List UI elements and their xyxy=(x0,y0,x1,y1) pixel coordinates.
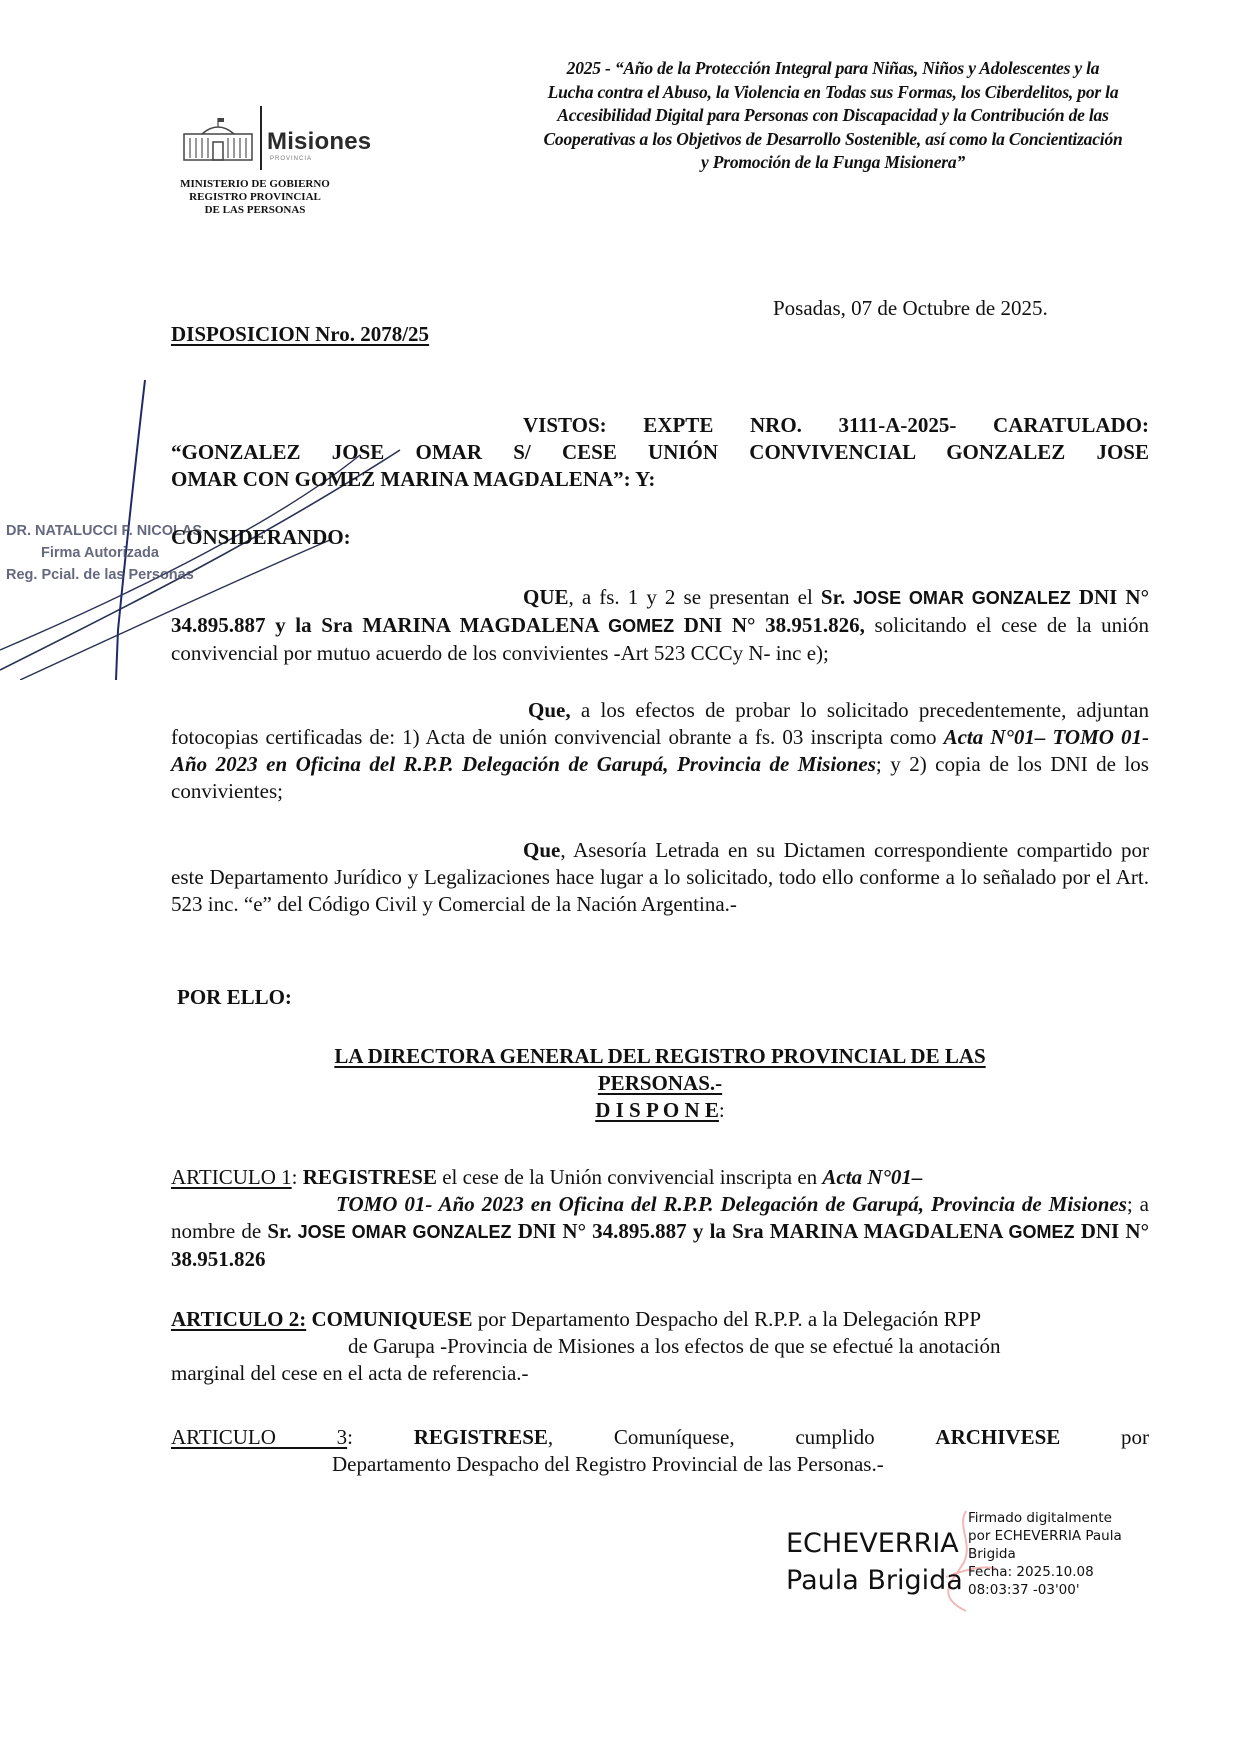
directora-line: PERSONAS.- xyxy=(597,1071,723,1095)
date-line: Posadas, 07 de Octubre de 2025. xyxy=(773,296,1048,320)
dni-text: DNI N° 34.895.887 y la Sra MARINA MAGDALENA xyxy=(511,1219,1009,1243)
article-verb: COMUNIQUESE xyxy=(306,1307,473,1331)
motto-line: y Promoción de la Funga Misionera” xyxy=(701,152,965,172)
stamp-line: Reg. Pcial. de las Personas xyxy=(6,567,194,583)
motto-line: Lucha contra el Abuso, la Violencia en Todas sus Formas, los Ciberdelitos, por la xyxy=(547,81,1119,102)
article-1 xyxy=(171,1164,1149,1273)
ministry-heading xyxy=(160,178,350,217)
article-text: el cese de la Unión convivencial inscripta en xyxy=(436,1165,823,1189)
vistos-label: VISTOS: EXPTE NRO. 3111-A-2025- CARATULADO: xyxy=(523,413,1149,437)
por-ello-heading: POR ELLO: xyxy=(177,985,292,1009)
article-3 xyxy=(171,1424,1149,1478)
disposition-title: DISPOSICION Nro. 2078/25 xyxy=(171,322,430,346)
article-verb: REGISTRESE xyxy=(413,1425,548,1449)
stamp-line: DR. NATALUCCI F. NICOLAS xyxy=(6,523,203,539)
signature-info-line: Fecha: 2025.10.08 xyxy=(968,1564,1094,1580)
article-label: ARTICULO 1 xyxy=(171,1165,292,1189)
vistos-line: “GONZALEZ JOSE OMAR S/ CESE UNIÓN CONVIVENCIAL GONZALEZ JOSE xyxy=(171,440,1149,464)
article-2 xyxy=(171,1306,1149,1387)
ministry-line: DE LAS PERSONAS xyxy=(204,204,306,216)
digital-signature-block[interactable] xyxy=(786,1507,1146,1617)
que-lead: QUE xyxy=(523,585,569,609)
article-text: por Departamento Despacho del R.P.P. a la Delegación RPP xyxy=(472,1307,982,1331)
logo-subtitle: PROVINCIA xyxy=(270,156,313,162)
title-sr: Sr. xyxy=(820,585,846,609)
directora-heading xyxy=(200,1043,1120,1124)
signature-info-line: Firmado digitalmente xyxy=(968,1510,1112,1526)
que-lead: Que xyxy=(523,838,561,862)
stamp-line: Firma Autorizada xyxy=(41,545,159,561)
signer-name-line: ECHEVERRIA xyxy=(786,1528,959,1559)
paragraph-text: , a fs. 1 y 2 se presentan el xyxy=(568,585,821,609)
separator: : xyxy=(347,1425,414,1449)
signer-name-line: Paula Brigida xyxy=(786,1565,963,1596)
vistos-section xyxy=(171,412,1149,493)
acta-reference: Acta N°01– xyxy=(822,1165,923,1189)
ministry-line: MINISTERIO DE GOBIERNO xyxy=(180,178,330,190)
article-verb: REGISTRESE xyxy=(302,1165,437,1189)
article-label: ARTICULO 3 xyxy=(171,1425,348,1449)
que-lead: Que, xyxy=(528,698,571,722)
motto-line: Accesibilidad Digital para Personas con Discapacidad y la Contribución de las xyxy=(557,105,1109,125)
paragraph-text: , Asesoría Letrada en su Dictamen correspondiente compartido por este Departamento Jurídico y Legalizaciones hace lugar a lo solicitado, todo ello conforme a lo señalado por el Art. 523 inc. “e” del Código Civil y Comercial de la Nación Argentina.- xyxy=(171,838,1149,916)
dni-text: DNI N° 38.951.826, xyxy=(674,613,865,637)
article-text: ; a nombre de xyxy=(171,1192,1149,1243)
dispone-heading: D I S P O N E xyxy=(595,1098,719,1122)
article-text: por xyxy=(1060,1425,1149,1449)
dni-text: DNI N° 38.951.826 xyxy=(171,1219,1149,1271)
acta-reference: TOMO 01- Año 2023 en Oficina del R.P.P. Delegación de Garupá, Provincia de Misiones xyxy=(336,1192,1127,1216)
ministry-line: REGISTRO PROVINCIAL xyxy=(189,191,321,203)
signature-info-line: por ECHEVERRIA Paula xyxy=(968,1528,1122,1544)
signature-info-line: 08:03:37 -03'00' xyxy=(968,1582,1080,1598)
government-building-icon xyxy=(182,118,254,162)
person-name: JOSE OMAR GONZALEZ xyxy=(291,1222,512,1242)
considerando-paragraph-3 xyxy=(171,837,1149,918)
directora-line: LA DIRECTORA GENERAL DEL REGISTRO PROVINCIAL DE LAS xyxy=(334,1044,986,1068)
misiones-logo xyxy=(172,100,392,170)
paragraph-text: solicitando el cese de la unión convivencial por mutuo acuerdo de los convivientes -Art 523 CCCy N- inc e); xyxy=(171,613,1149,665)
title-sr: Sr. xyxy=(267,1219,292,1243)
logo-wordmark: Misiones xyxy=(267,128,372,155)
considerando-heading: CONSIDERANDO: xyxy=(171,525,351,549)
motto-line: Cooperativas a los Objetivos de Desarrollo Sostenible, así como la Concientización xyxy=(543,128,1123,149)
year-motto xyxy=(468,57,1198,175)
acta-reference: Acta N°01– TOMO 01- Año 2023 en Oficina del R.P.P. Delegación de Garupá, Provincia de Misiones xyxy=(171,725,1149,776)
person-name: GOMEZ xyxy=(1008,1222,1075,1242)
article-text: de Garupa -Provincia de Misiones a los efectos de que se efectué la anotación xyxy=(348,1334,1001,1358)
signature-details xyxy=(968,1509,1122,1599)
dni-text: DNI N° 34.895.887 y la Sra MARINA MAGDALENA xyxy=(171,585,1149,637)
person-name: JOSE OMAR GONZALEZ xyxy=(845,588,1071,608)
vistos-line: OMAR CON GOMEZ MARINA MAGDALENA”: Y: xyxy=(171,467,656,491)
person-name: GOMEZ xyxy=(608,616,675,636)
paragraph-text: ; y 2) copia de los DNI de los convivientes; xyxy=(171,752,1149,803)
paragraph-text: a los efectos de probar lo solicitado precedentemente, adjuntan fotocopias certificadas de: 1) Acta de unión convivencial obrante a fs. 03 inscripta como xyxy=(171,698,1149,749)
article-text: marginal del cese en el acta de referencia.- xyxy=(171,1361,529,1385)
article-text: , Comuníquese, cumplido xyxy=(547,1425,936,1449)
colon: : xyxy=(718,1098,725,1122)
considerando-paragraph-2 xyxy=(171,697,1149,805)
signer-name xyxy=(786,1525,963,1599)
article-text: Departamento Despacho del Registro Provincial de las Personas.- xyxy=(332,1452,884,1476)
considerando-paragraph-1 xyxy=(171,584,1149,667)
signature-info-line: Brigida xyxy=(968,1546,1016,1562)
article-label: ARTICULO 2: xyxy=(171,1307,307,1331)
motto-line: 2025 - “Año de la Protección Integral para Niñas, Niños y Adolescentes y la xyxy=(566,58,1100,78)
logo-divider xyxy=(260,106,262,170)
separator: : xyxy=(291,1165,303,1189)
article-verb: ARCHIVESE xyxy=(935,1425,1061,1449)
